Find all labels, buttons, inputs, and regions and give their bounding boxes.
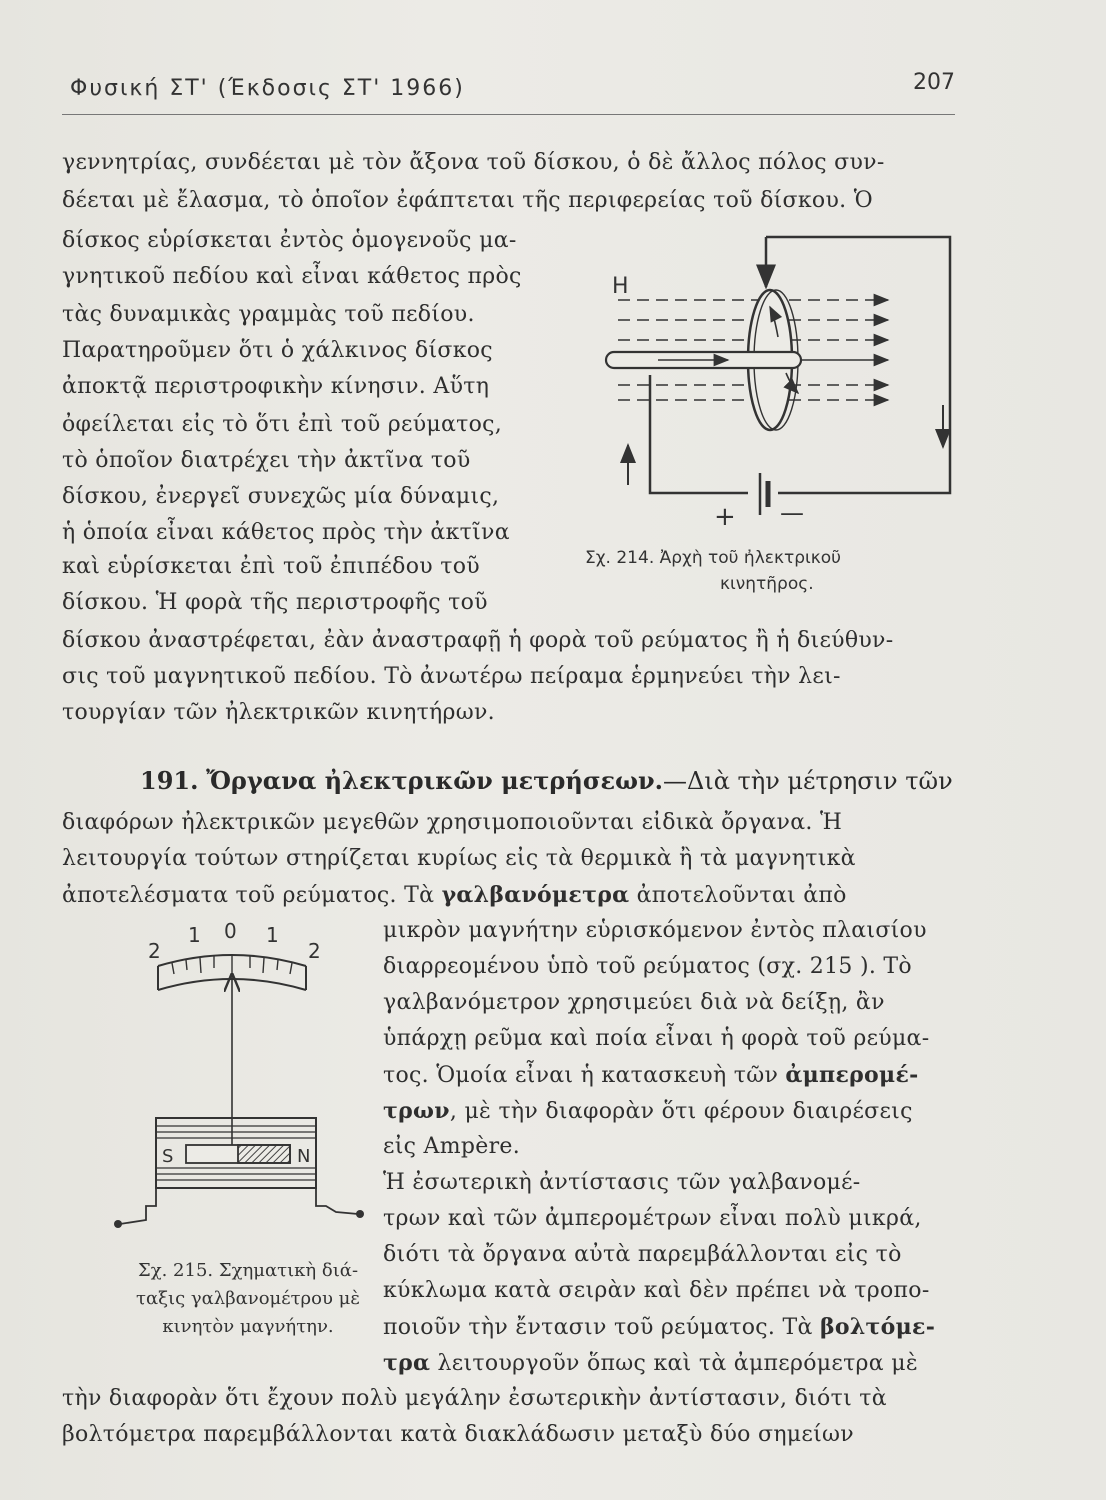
text-span: ποιοῦν τὴν ἔντασιν τοῦ ρεύματος. Τὰ <box>383 1315 820 1340</box>
magnet-south-label: S <box>162 1146 174 1167</box>
text-line: διαφόρων ἠλεκτρικῶν μεγεθῶν χρησιμοποιοῦνται εἰδικὰ ὄργανα. Ἡ <box>62 810 843 835</box>
term-ammeters: ἀμπερομέ- <box>785 1062 919 1088</box>
term-galvanometers: γαλβανόμετρα <box>441 882 630 908</box>
section-title: Ὄργανα ἠλεκτρικῶν μετρήσεων. <box>206 766 663 795</box>
scale-label: 1 <box>188 923 201 947</box>
text-span: , μὲ τὴν διαφορὰν ὅτι φέρουν διαιρέσεις <box>449 1099 913 1124</box>
text-line: διαρρεομένου ὑπὸ τοῦ ρεύματος (σχ. 215 ). Τὸ <box>383 954 912 979</box>
scale-label: 1 <box>266 923 279 947</box>
text-line: τὸ ὁποῖον διατρέχει τὴν ἀκτῖνα τοῦ <box>62 448 471 473</box>
scale-label: 2 <box>308 939 321 963</box>
text-line: διότι τὰ ὄργανα αὐτὰ παρεμβάλλονται εἰς τὸ <box>383 1242 902 1267</box>
text-line: κύκλωμα κατὰ σειρὰν καὶ δὲν πρέπει νὰ τροπο- <box>383 1278 930 1303</box>
text-line: τουργίαν τῶν ἠλεκτρικῶν κινητήρων. <box>62 700 495 725</box>
text-line <box>383 1350 973 1376</box>
text-line <box>383 1098 973 1124</box>
header-rule <box>62 114 955 115</box>
figure-215-caption: κινητὸν μαγνήτην. <box>162 1316 334 1337</box>
figure-214-motor-diagram <box>598 225 978 535</box>
text-line: καὶ εὑρίσκεται ἐπὶ τοῦ ἐπιπέδου τοῦ <box>62 554 480 579</box>
text-line: τὰς δυναμικὰς γραμμὰς τοῦ πεδίου. <box>62 302 475 327</box>
text-span: τος. Ὁμοία εἶναι ἡ κατασκευὴ τῶν <box>383 1063 786 1088</box>
figure-214-caption-cont: κινητῆρος. <box>720 574 814 594</box>
text-line: ὑπάρχῃ ρεῦμα καὶ ποία εἶναι ἡ φορὰ τοῦ ρεύμα- <box>383 1026 930 1051</box>
text-line: δίσκος εὑρίσκεται ἐντὸς ὁμογενοῦς μα- <box>62 228 517 253</box>
term-voltmeters-cont: τρα <box>383 1350 431 1376</box>
section-number: 191. <box>140 766 199 795</box>
text-span: ἀποτελέσματα τοῦ ρεύματος. Τὰ <box>62 883 442 908</box>
text-line <box>383 1314 973 1340</box>
text-line: γαλβανόμετρον χρησιμεύει διὰ νὰ δείξῃ, ἂν <box>383 990 885 1015</box>
text-line: δίσκου ἀναστρέφεται, ἐὰν ἀναστραφῇ ἡ φορὰ τοῦ ρεύματος ἢ ἡ διεύθυν- <box>62 628 894 653</box>
text-line: τρων καὶ τῶν ἀμπερομέτρων εἶναι πολὺ μικρά, <box>383 1206 922 1231</box>
text-line: σις τοῦ μαγνητικοῦ πεδίου. Τὸ ἀνωτέρω πείραμα ἑρμηνεύει τὴν λει- <box>62 664 841 689</box>
text-line: Παρατηροῦμεν ὅτι ὁ χάλκινος δίσκος <box>62 338 493 363</box>
term-ammeters-cont: τρων <box>383 1098 450 1124</box>
text-line: ὀφείλεται εἰς τὸ ὅτι ἐπὶ τοῦ ρεύματος, <box>62 412 503 437</box>
text-line <box>62 882 955 908</box>
figure-215-galvanometer-diagram <box>100 918 380 1238</box>
label-plus: + <box>714 502 736 532</box>
text-line: δίσκου, ἐνεργεῖ συνεχῶς μία δύναμις, <box>62 484 500 509</box>
scale-label: 2 <box>148 939 161 963</box>
text-line: μικρὸν μαγνήτην εὑρισκόμενον ἐντὸς πλαισίου <box>383 918 927 943</box>
text-line <box>383 1062 973 1088</box>
section-heading <box>140 766 953 795</box>
magnet-north-label: N <box>297 1146 311 1167</box>
text-line: λειτουργία τούτων στηρίζεται κυρίως εἰς τὰ θερμικὰ ἢ τὰ μαγνητικὰ <box>62 846 856 871</box>
text-line: βολτόμετρα παρεμβάλλονται κατὰ διακλάδωσιν μεταξὺ δύο σημείων <box>62 1422 854 1447</box>
text-line: Ἡ ἐσωτερικὴ ἀντίστασις τῶν γαλβανομέ- <box>383 1170 861 1195</box>
header-title: Φυσική ΣΤ' (Έκδοσις ΣΤ' 1966) <box>70 76 465 101</box>
page-number: 207 <box>913 70 955 95</box>
text-span: ἀποτελοῦνται ἀπὸ <box>629 883 847 908</box>
text-line: ἡ ὁποία εἶναι κάθετος πρὸς τὴν ἀκτῖνα <box>62 520 510 545</box>
figure-215-caption: Σχ. 215. Σχηματικὴ διά- <box>137 1260 359 1281</box>
text-line: δέεται μὲ ἔλασμα, τὸ ὁποῖον ἐφάπτεται τῆς περιφερείας τοῦ δίσκου. Ὁ <box>62 188 873 213</box>
label-field-h: H <box>612 274 629 299</box>
figure-214-caption: Σχ. 214. Ἀρχὴ τοῦ ἠλεκτρικοῦ <box>585 548 841 568</box>
text-span: λειτουργοῦν ὅπως καὶ τὰ ἀμπερόμετρα μὲ <box>430 1351 918 1376</box>
text-line: γνητικοῦ πεδίου καὶ εἶναι κάθετος πρὸς <box>62 264 522 289</box>
figure-215-caption: ταξις γαλβανομέτρου μὲ <box>136 1288 360 1309</box>
text-line: δίσκου. Ἡ φορὰ τῆς περιστροφῆς τοῦ <box>62 590 488 615</box>
scale-label: 0 <box>224 919 237 943</box>
text-line: τὴν διαφορὰν ὅτι ἔχουν πολὺ μεγάλην ἐσωτερικὴν ἀντίστασιν, διότι τὰ <box>62 1386 887 1411</box>
label-minus: — <box>780 499 804 527</box>
text-line: γεννητρίας, συνδέεται μὲ τὸν ἄξονα τοῦ δίσκου, ὁ δὲ ἄλλος πόλος συν- <box>62 150 885 175</box>
term-voltmeters: βολτόμε- <box>819 1314 936 1340</box>
text-line: ἀποκτᾷ περιστροφικὴν κίνησιν. Αὕτη <box>62 374 490 399</box>
running-header <box>70 72 955 108</box>
text-line: εἰς Ampère. <box>383 1134 521 1159</box>
section-intro: —Διὰ τὴν μέτρησιν τῶν <box>662 767 953 795</box>
